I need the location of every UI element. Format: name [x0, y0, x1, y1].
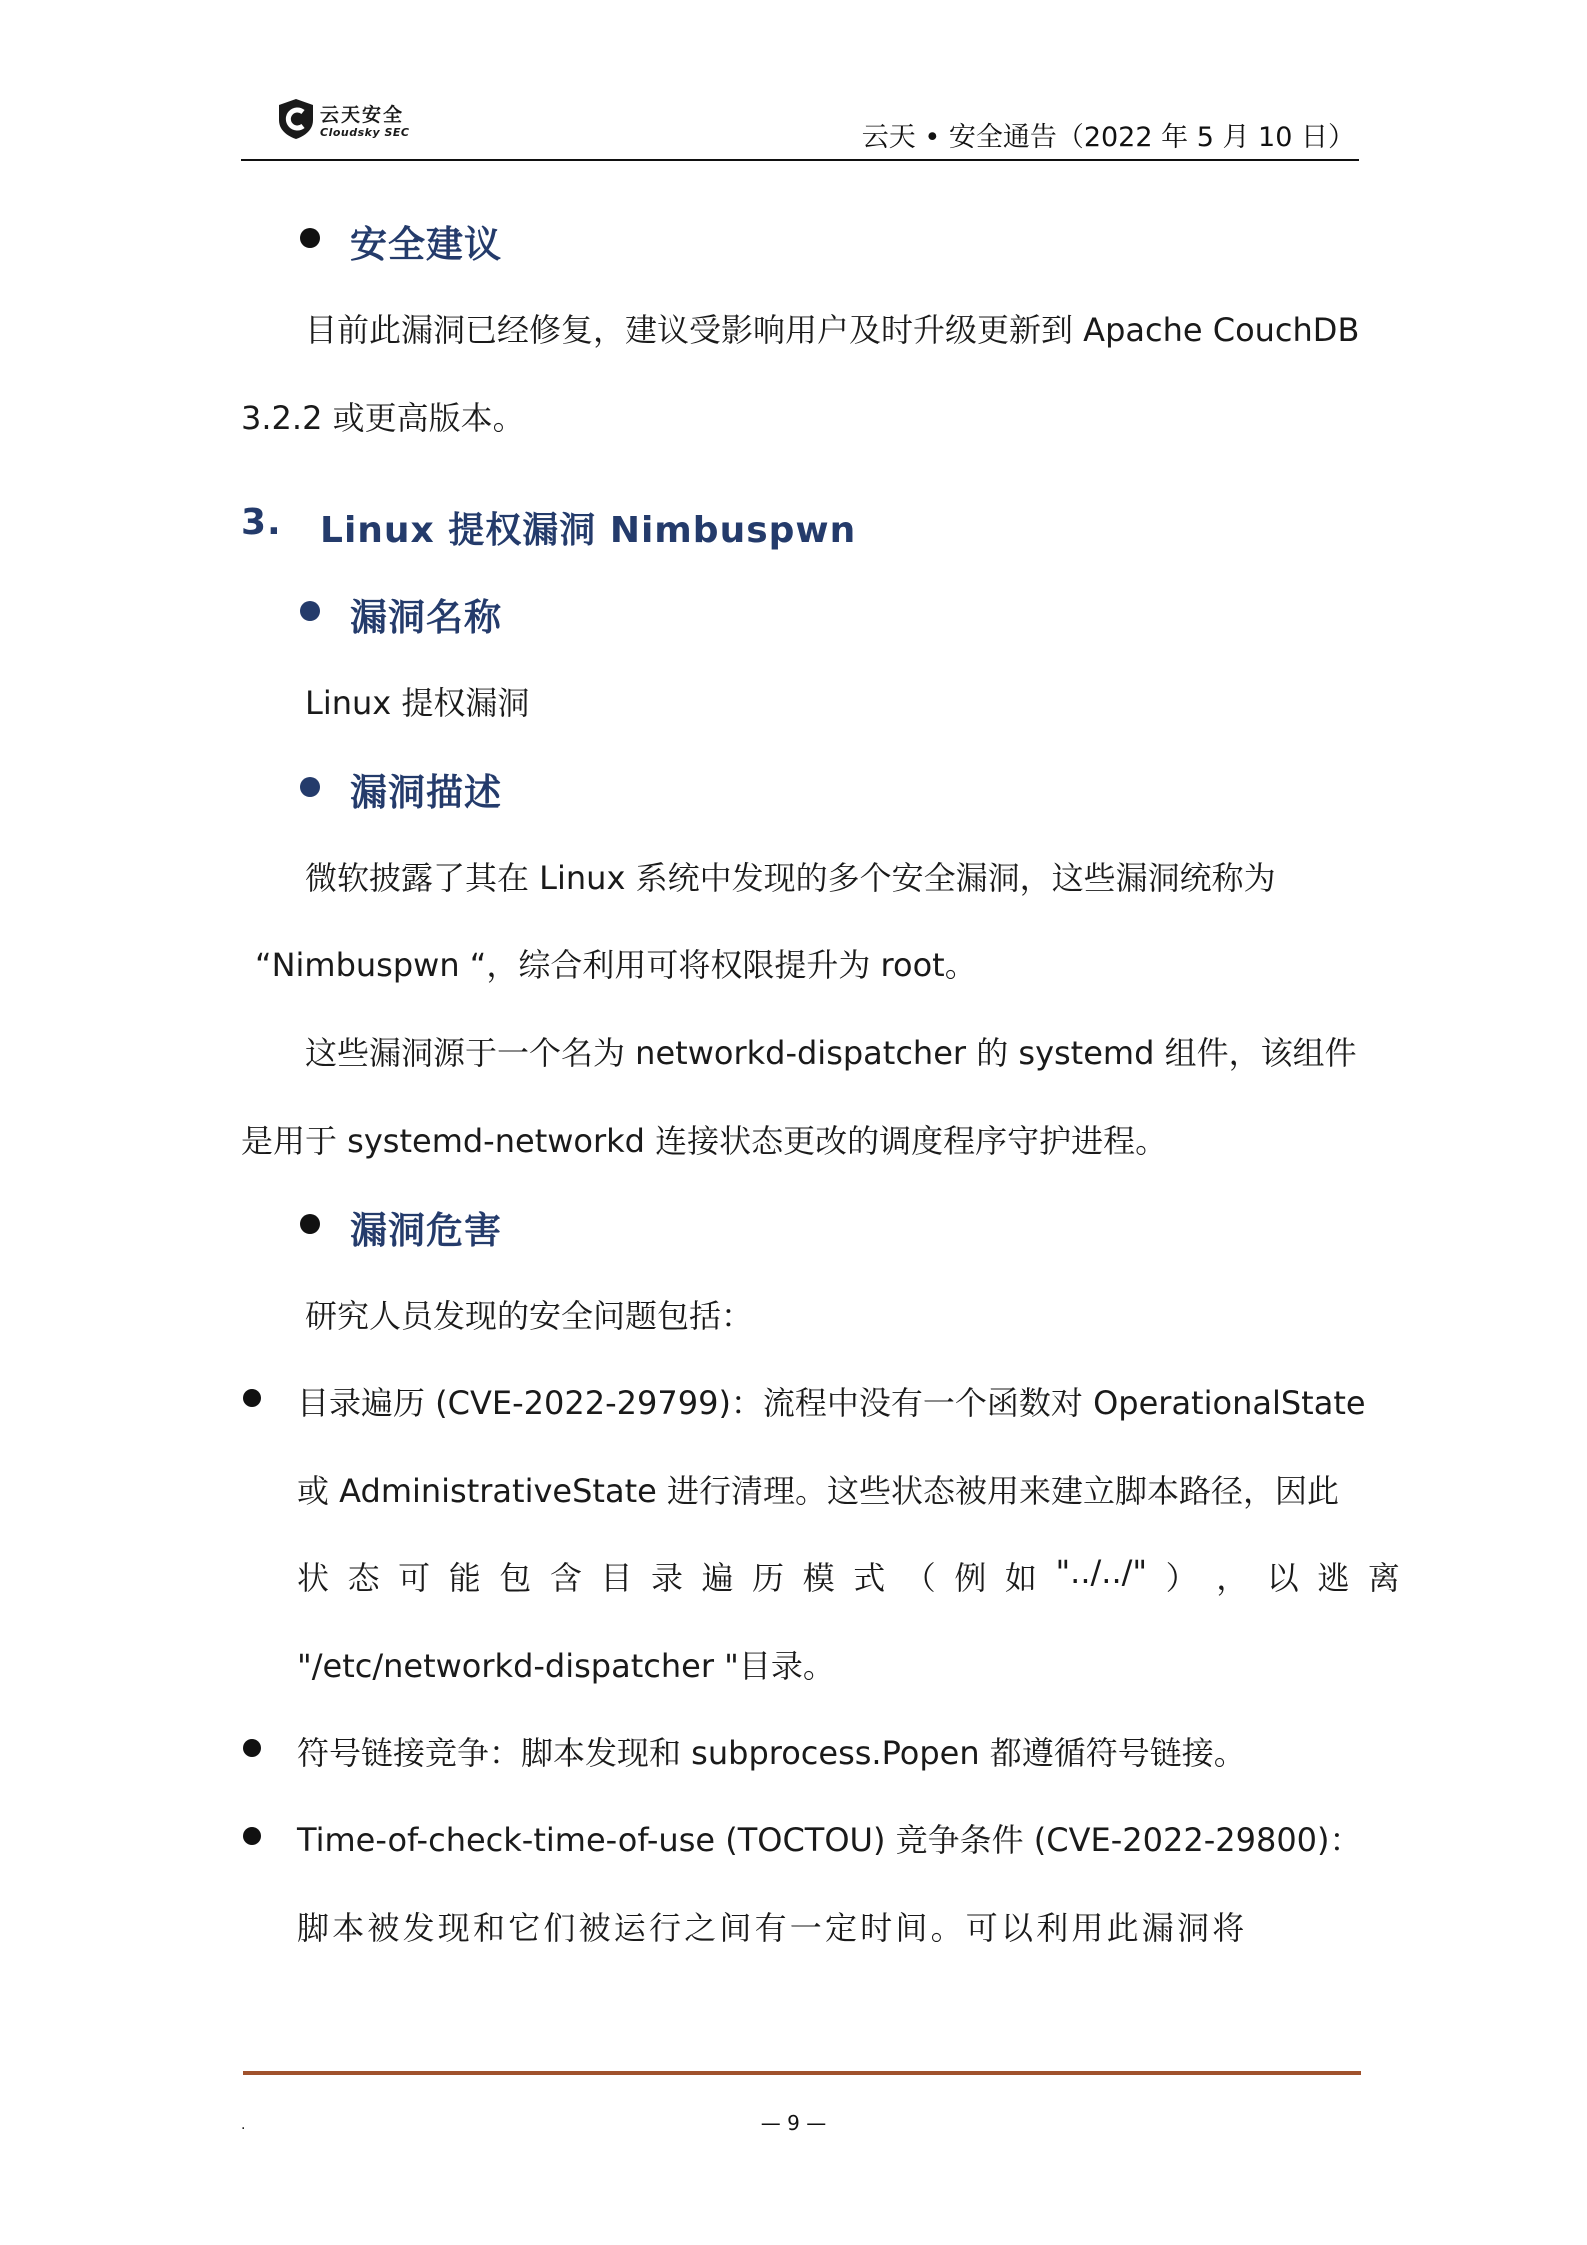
bullet-icon	[300, 228, 320, 248]
section-title: Linux 提权漏洞 Nimbuspwn	[320, 510, 857, 551]
harm-item-3-line-2: 脚本被发现和它们被运行之间有一定时间。可以利用此漏洞将	[297, 1909, 1248, 1947]
heading-security-advice: 安全建议	[350, 223, 502, 266]
harm-item-1-line-2: 或 AdministrativeState 进行清理。这些状态被用来建立脚本路径，因此	[297, 1472, 1339, 1510]
advice-line-1: 目前此漏洞已经修复，建议受影响用户及时升级更新到 Apache CouchDB	[305, 311, 1360, 349]
list-bullet-icon	[243, 1739, 261, 1757]
harm-item-1-line-1: 目录遍历 (CVE-2022-29799)：流程中没有一个函数对 OperationalState	[297, 1384, 1366, 1422]
char: "../../"	[1055, 1553, 1148, 1591]
char: 模	[802, 1559, 835, 1597]
harm-intro: 研究人员发现的安全问题包括：	[305, 1297, 754, 1335]
bullet-icon	[300, 1214, 320, 1234]
char: 可	[398, 1559, 431, 1597]
char: 逃	[1317, 1559, 1350, 1597]
desc-p2-line-1: 这些漏洞源于一个名为 networkd-dispatcher 的 systemd 组件，该组件	[305, 1034, 1357, 1072]
desc-p2-line-2: 是用于 systemd-networkd 连接状态更改的调度程序守护进程。	[241, 1122, 1168, 1160]
heading-vuln-desc: 漏洞描述	[350, 771, 502, 814]
char: 态	[347, 1559, 380, 1597]
char: 录	[650, 1559, 683, 1597]
char: 遍	[701, 1559, 734, 1597]
harm-item-1-line-4: "/etc/networkd-dispatcher "目录。	[297, 1647, 835, 1685]
harm-item-2-line-1: 符号链接竞争：脚本发现和 subprocess.Popen 都遵循符号链接。	[297, 1734, 1246, 1772]
char: 目	[600, 1559, 633, 1597]
char: ，	[1216, 1559, 1249, 1597]
heading-vuln-name: 漏洞名称	[350, 596, 502, 639]
list-bullet-icon	[243, 1827, 261, 1845]
bullet-icon	[300, 777, 320, 797]
desc-p1-line-2: “Nimbuspwn “，综合利用可将权限提升为 root。	[255, 946, 977, 984]
char: （	[903, 1559, 936, 1597]
desc-p1-line-1: 微软披露了其在 Linux 系统中发现的多个安全漏洞，这些漏洞统称为	[305, 859, 1276, 897]
list-bullet-icon	[243, 1389, 261, 1407]
char: 历	[752, 1559, 785, 1597]
vuln-name-text: Linux 提权漏洞	[305, 684, 530, 722]
bullet-icon	[300, 601, 320, 621]
char: 包	[499, 1559, 532, 1597]
header-title: 云天 • 安全通告（2022 年 5 月 10 日）	[861, 122, 1355, 153]
header-divider	[241, 159, 1359, 161]
char: 如	[1004, 1559, 1037, 1597]
footer-divider	[243, 2071, 1361, 2075]
page-number: — 9 —	[760, 2111, 827, 2135]
logo-text-cn: 云天安全	[320, 104, 405, 126]
char: 例	[954, 1559, 987, 1597]
char: 式	[853, 1559, 886, 1597]
logo-icon	[277, 98, 315, 140]
harm-item-3-line-1: Time-of-check-time-of-use (TOCTOU) 竞争条件 (CVE-2022-29800)：	[297, 1821, 1362, 1859]
char: 以	[1266, 1559, 1299, 1597]
char: ）	[1165, 1559, 1198, 1597]
heading-vuln-harm: 漏洞危害	[350, 1209, 502, 1252]
char: 含	[549, 1559, 582, 1597]
char: 离	[1367, 1559, 1400, 1597]
logo-text-en: Cloudsky SEC	[320, 126, 410, 139]
section-number: 3.	[241, 502, 282, 543]
footer-mark: .	[241, 2117, 246, 2133]
harm-item-1-line-3	[297, 1553, 1400, 1599]
char: 能	[448, 1559, 481, 1597]
char: 状	[297, 1559, 330, 1597]
advice-line-2: 3.2.2 或更高版本。	[241, 399, 525, 437]
